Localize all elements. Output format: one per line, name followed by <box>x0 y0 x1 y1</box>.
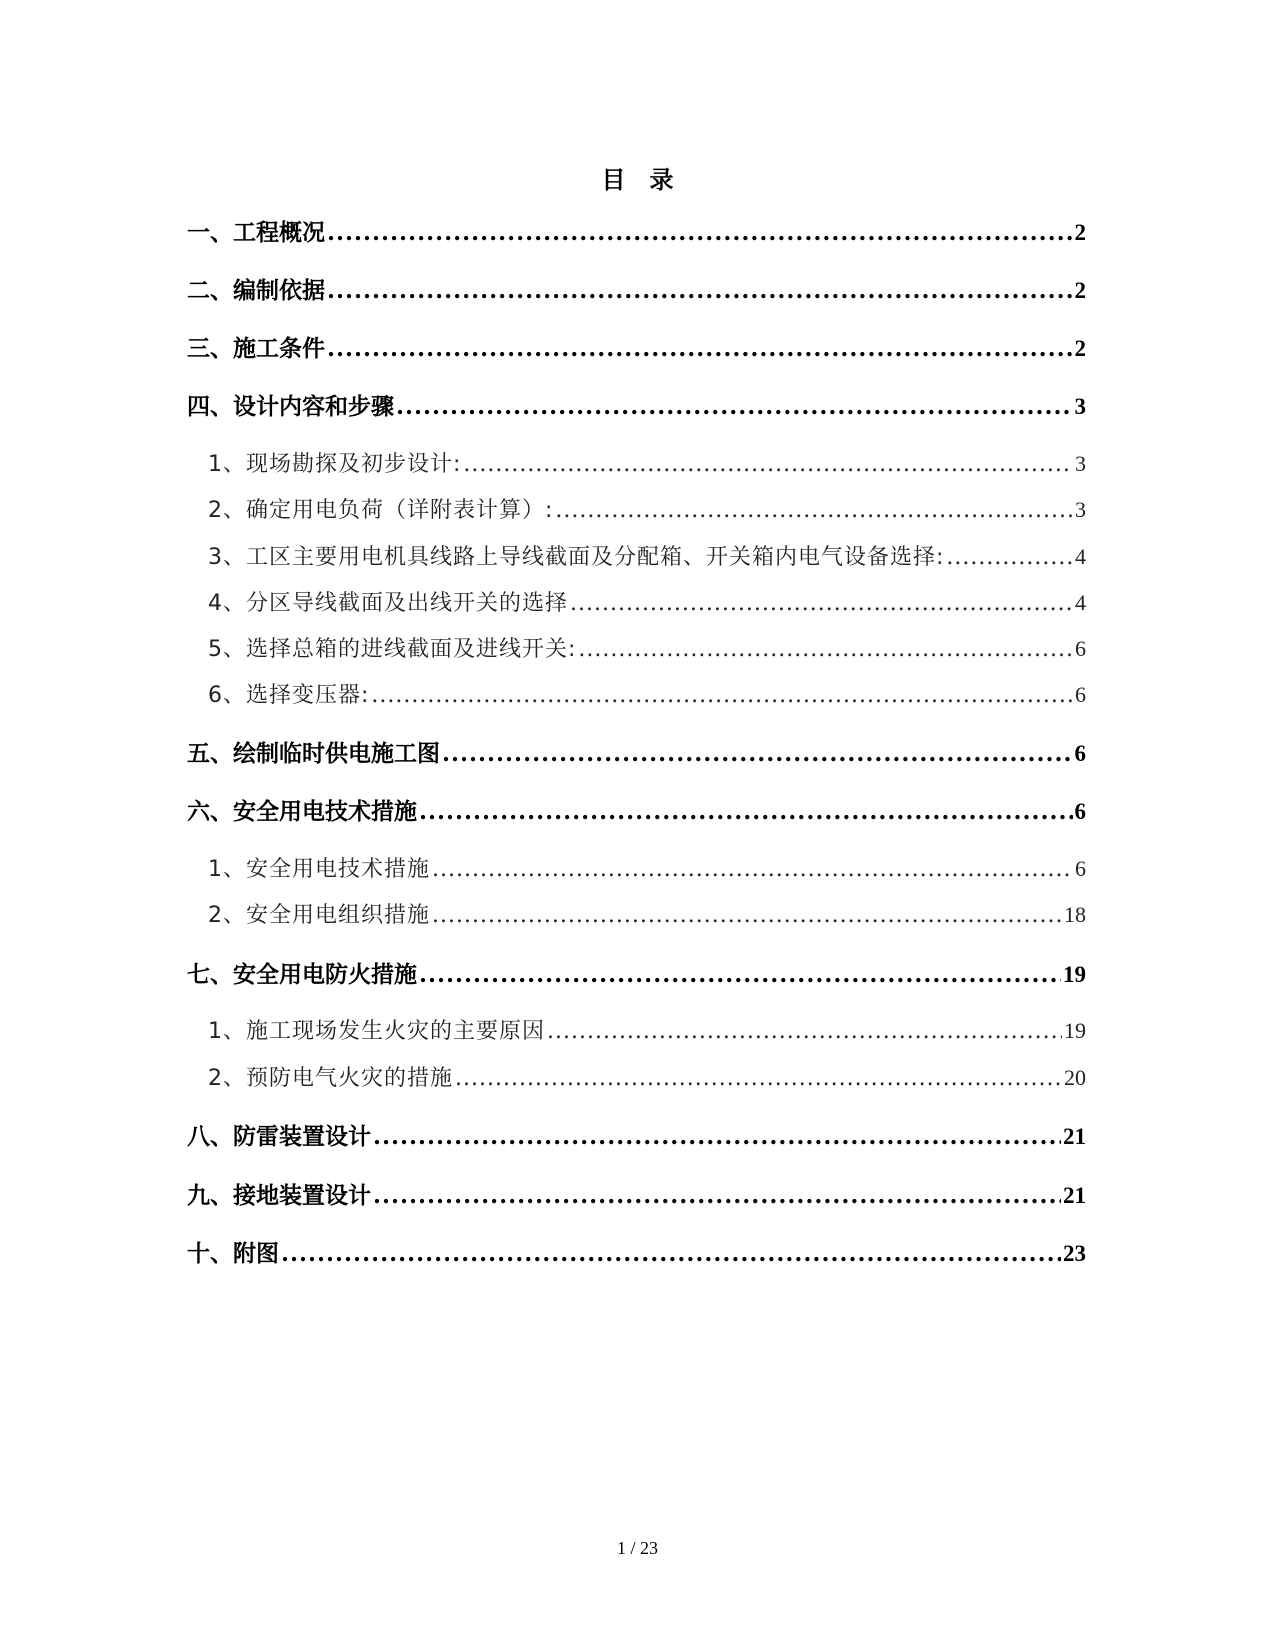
toc-entry-page: 23 <box>1063 1241 1086 1266</box>
toc-entry-section-10[interactable] <box>187 1235 1086 1268</box>
toc-entry-subsection-4-2[interactable] <box>208 493 1086 524</box>
toc-entry-label: 1、安全用电技术措施 <box>208 857 430 882</box>
toc-entry-label: 三、施工条件 <box>187 336 325 362</box>
toc-entry-page: 18 <box>1064 902 1086 927</box>
toc-dot-leader <box>281 1240 1061 1267</box>
toc-entry-page: 4 <box>1075 590 1086 615</box>
toc-entry-label: 六、安全用电技术措施 <box>187 799 417 825</box>
toc-dot-leader <box>327 219 1073 246</box>
toc-dot-leader <box>419 961 1061 988</box>
toc-entry-page: 2 <box>1074 278 1086 303</box>
toc-entry-subsection-6-2[interactable] <box>208 898 1086 929</box>
toc-entry-section-4[interactable] <box>187 388 1086 421</box>
toc-dot-leader <box>455 1066 1062 1091</box>
toc-dot-leader <box>432 857 1073 882</box>
toc-entry-page: 21 <box>1063 1124 1086 1149</box>
toc-entry-label: 1、施工现场发生火灾的主要原因 <box>208 1019 545 1044</box>
toc-entry-section-2[interactable] <box>187 272 1086 305</box>
toc-entry-section-8[interactable] <box>187 1118 1086 1151</box>
toc-dot-leader <box>419 798 1073 825</box>
toc-entry-page: 19 <box>1064 1018 1086 1043</box>
toc-entry-subsection-7-2[interactable] <box>208 1061 1086 1092</box>
toc-entry-label: 八、防雷装置设计 <box>187 1124 371 1150</box>
toc-dot-leader <box>463 452 1073 477</box>
toc-dot-leader <box>373 1182 1061 1209</box>
toc-entry-subsection-4-4[interactable] <box>208 586 1086 617</box>
toc-dot-leader <box>578 637 1073 662</box>
toc-entry-label: 6、选择变压器: <box>208 683 370 708</box>
toc-entry-section-9[interactable] <box>187 1177 1086 1210</box>
toc-entry-subsection-7-1[interactable] <box>208 1014 1086 1045</box>
toc-entry-section-6[interactable] <box>187 793 1086 826</box>
toc-entry-subsection-6-1[interactable] <box>208 852 1086 883</box>
toc-entry-page: 2 <box>1074 336 1086 361</box>
toc-dot-leader <box>373 1123 1061 1150</box>
toc-entry-section-5[interactable] <box>187 735 1086 768</box>
toc-dot-leader <box>547 1019 1062 1044</box>
toc-entry-label: 2、预防电气火灾的措施 <box>208 1066 453 1091</box>
toc-dot-leader <box>396 393 1073 420</box>
toc-entry-label: 十、附图 <box>187 1241 279 1267</box>
page-number-footer: 1 / 23 <box>616 1538 658 1558</box>
toc-dot-leader <box>371 683 1073 708</box>
toc-entry-label: 4、分区导线截面及出线开关的选择 <box>208 591 568 616</box>
toc-title: 目 录 <box>601 166 674 194</box>
toc-entry-page: 6 <box>1074 741 1086 766</box>
toc-entry-subsection-4-1[interactable] <box>208 447 1086 478</box>
toc-entry-subsection-4-6[interactable] <box>208 678 1086 709</box>
toc-entry-label: 九、接地装置设计 <box>187 1183 371 1209</box>
toc-entry-section-1[interactable] <box>187 214 1086 247</box>
toc-entry-label: 五、绘制临时供电施工图 <box>187 741 440 767</box>
toc-entry-page: 6 <box>1075 636 1086 661</box>
toc-entry-section-3[interactable] <box>187 330 1086 363</box>
toc-entry-label: 2、确定用电负荷（详附表计算）: <box>208 498 554 523</box>
toc-entry-page: 20 <box>1064 1065 1086 1090</box>
toc-entry-label: 3、工区主要用电机具线路上导线截面及分配箱、开关箱内电气设备选择: <box>208 545 945 570</box>
toc-entry-label: 七、安全用电防火措施 <box>187 962 417 988</box>
toc-dot-leader <box>327 277 1073 304</box>
toc-entry-label: 一、工程概况 <box>187 220 325 246</box>
toc-entry-label: 四、设计内容和步骤 <box>187 394 394 420</box>
toc-entry-page: 6 <box>1075 682 1086 707</box>
toc-entry-label: 二、编制依据 <box>187 278 325 304</box>
toc-dot-leader <box>570 591 1073 616</box>
toc-entry-subsection-4-5[interactable] <box>208 632 1086 663</box>
toc-entry-page: 4 <box>1075 544 1086 569</box>
toc-entry-label: 2、安全用电组织措施 <box>208 903 430 928</box>
toc-entry-label: 5、选择总箱的进线截面及进线开关: <box>208 637 577 662</box>
toc-dot-leader <box>442 740 1073 767</box>
toc-entry-page: 3 <box>1075 451 1086 476</box>
toc-entry-page: 21 <box>1063 1183 1086 1208</box>
toc-entry-page: 3 <box>1074 394 1086 419</box>
toc-entry-page: 6 <box>1074 799 1086 824</box>
toc-dot-leader <box>946 545 1073 570</box>
toc-entry-section-7[interactable] <box>187 956 1086 989</box>
toc-dot-leader <box>555 498 1073 523</box>
toc-dot-leader <box>432 903 1062 928</box>
toc-entry-label: 1、现场勘探及初步设计: <box>208 452 462 477</box>
toc-entry-page: 6 <box>1075 856 1086 881</box>
toc-entry-page: 19 <box>1063 962 1086 987</box>
toc-entry-page: 3 <box>1075 497 1086 522</box>
toc-entry-page: 2 <box>1074 220 1086 245</box>
toc-entry-subsection-4-3[interactable] <box>208 540 1086 571</box>
toc-dot-leader <box>327 335 1073 362</box>
